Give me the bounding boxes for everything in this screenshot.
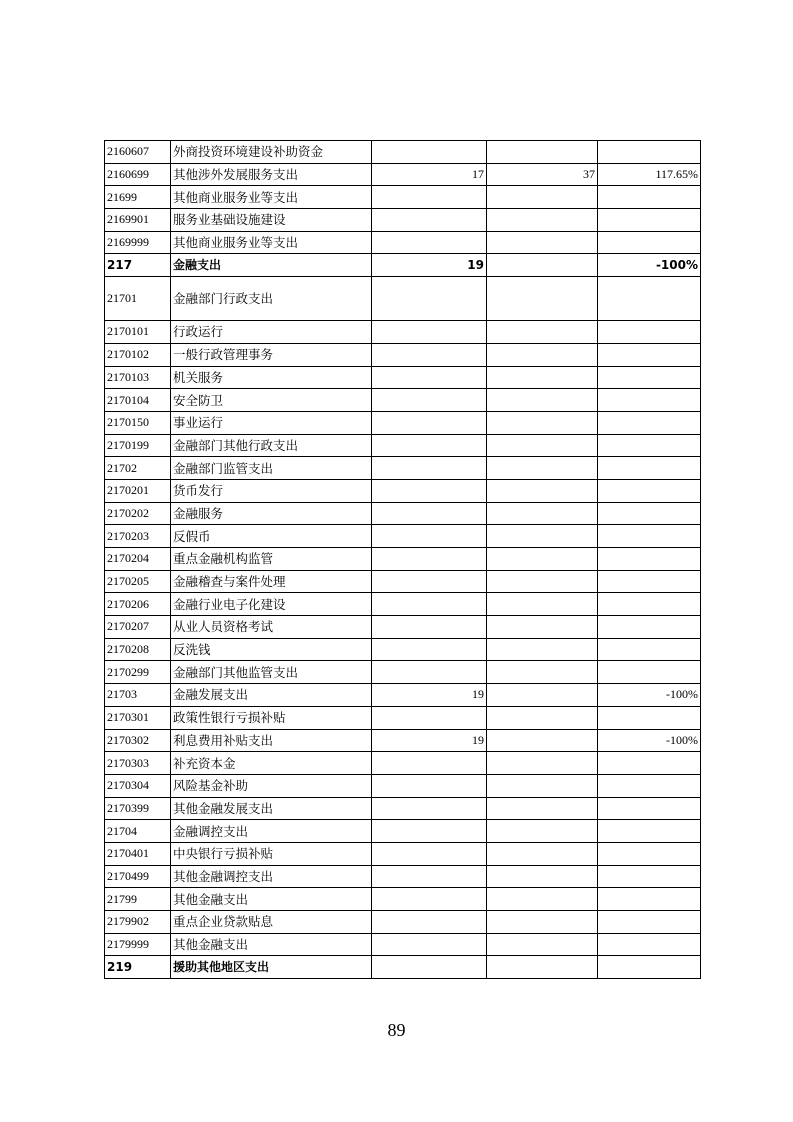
value-cell-2 <box>487 684 598 707</box>
value-cell-2 <box>487 956 598 979</box>
value-cell-1: 19 <box>372 254 487 277</box>
subject-code-cell: 2160607 <box>105 141 171 164</box>
subject-name-cell: 反洗钱 <box>171 638 372 661</box>
page-number: 89 <box>387 1020 406 1040</box>
value-cell-2 <box>487 479 598 502</box>
subject-code-cell: 2170206 <box>105 593 171 616</box>
value-cell-2 <box>487 661 598 684</box>
subject-name-cell: 其他商业服务业等支出 <box>171 231 372 254</box>
subject-name-cell: 其他金融支出 <box>171 888 372 911</box>
subject-code-cell: 2170205 <box>105 570 171 593</box>
subject-name-cell: 从业人员资格考试 <box>171 616 372 639</box>
table-row <box>105 842 701 865</box>
value-cell-2 <box>487 593 598 616</box>
subject-code-cell: 2169999 <box>105 231 171 254</box>
subject-name-cell: 金融服务 <box>171 502 372 525</box>
subject-code-cell: 2170399 <box>105 797 171 820</box>
value-cell-1 <box>372 411 487 434</box>
value-cell-1: 19 <box>372 684 487 707</box>
subject-code-cell: 2179902 <box>105 911 171 934</box>
value-cell-1 <box>372 888 487 911</box>
table-row <box>105 616 701 639</box>
subject-code-cell: 21704 <box>105 820 171 843</box>
table-row <box>105 638 701 661</box>
subject-name-cell: 金融发展支出 <box>171 684 372 707</box>
table-row <box>105 277 701 321</box>
value-cell-2 <box>487 231 598 254</box>
value-cell-2 <box>487 434 598 457</box>
value-cell-1 <box>372 842 487 865</box>
change-rate-cell <box>598 797 701 820</box>
change-rate-cell <box>598 502 701 525</box>
table-body <box>105 141 701 979</box>
subject-name-cell: 金融部门其他行政支出 <box>171 434 372 457</box>
table-row <box>105 457 701 480</box>
table-row <box>105 163 701 186</box>
table-row <box>105 661 701 684</box>
subject-code-cell: 21799 <box>105 888 171 911</box>
table-row <box>105 525 701 548</box>
subject-name-cell: 反假币 <box>171 525 372 548</box>
subject-name-cell: 金融部门行政支出 <box>171 277 372 321</box>
change-rate-cell <box>598 277 701 321</box>
budget-table-container <box>104 140 700 979</box>
value-cell-1 <box>372 343 487 366</box>
subject-code-cell: 2170302 <box>105 729 171 752</box>
table-row <box>105 548 701 571</box>
value-cell-1 <box>372 593 487 616</box>
value-cell-2 <box>487 186 598 209</box>
change-rate-cell <box>598 888 701 911</box>
change-rate-cell <box>598 616 701 639</box>
subject-name-cell: 机关服务 <box>171 366 372 389</box>
change-rate-cell: -100% <box>598 684 701 707</box>
subject-name-cell: 重点金融机构监管 <box>171 548 372 571</box>
value-cell-1 <box>372 911 487 934</box>
change-rate-cell: -100% <box>598 729 701 752</box>
subject-name-cell: 其他金融发展支出 <box>171 797 372 820</box>
value-cell-1 <box>372 525 487 548</box>
change-rate-cell <box>598 661 701 684</box>
value-cell-1 <box>372 774 487 797</box>
subject-name-cell: 其他商业服务业等支出 <box>171 186 372 209</box>
change-rate-cell <box>598 434 701 457</box>
subject-code-cell: 2170304 <box>105 774 171 797</box>
value-cell-1 <box>372 797 487 820</box>
table-row <box>105 209 701 232</box>
subject-name-cell: 行政运行 <box>171 321 372 344</box>
value-cell-1 <box>372 457 487 480</box>
change-rate-cell <box>598 141 701 164</box>
change-rate-cell <box>598 593 701 616</box>
value-cell-1 <box>372 752 487 775</box>
change-rate-cell <box>598 570 701 593</box>
value-cell-1 <box>372 141 487 164</box>
value-cell-1 <box>372 706 487 729</box>
subject-code-cell: 2170201 <box>105 479 171 502</box>
change-rate-cell <box>598 389 701 412</box>
subject-name-cell: 其他金融调控支出 <box>171 865 372 888</box>
table-row <box>105 774 701 797</box>
table-row <box>105 593 701 616</box>
subject-code-cell: 2170102 <box>105 343 171 366</box>
value-cell-2 <box>487 254 598 277</box>
subject-code-cell: 2179999 <box>105 933 171 956</box>
change-rate-cell <box>598 457 701 480</box>
value-cell-1 <box>372 933 487 956</box>
change-rate-cell <box>598 752 701 775</box>
table-row <box>105 706 701 729</box>
value-cell-2 <box>487 774 598 797</box>
subject-name-cell: 事业运行 <box>171 411 372 434</box>
value-cell-1 <box>372 277 487 321</box>
subject-code-cell: 2170499 <box>105 865 171 888</box>
value-cell-2 <box>487 366 598 389</box>
subject-name-cell: 政策性银行亏损补贴 <box>171 706 372 729</box>
table-row <box>105 933 701 956</box>
subject-code-cell: 2170208 <box>105 638 171 661</box>
subject-code-cell: 2170301 <box>105 706 171 729</box>
change-rate-cell <box>598 842 701 865</box>
subject-name-cell: 外商投资环境建设补助资金 <box>171 141 372 164</box>
change-rate-cell <box>598 774 701 797</box>
value-cell-2 <box>487 343 598 366</box>
table-row <box>105 911 701 934</box>
table-row <box>105 956 701 979</box>
table-row <box>105 411 701 434</box>
change-rate-cell <box>598 706 701 729</box>
value-cell-1: 17 <box>372 163 487 186</box>
value-cell-2 <box>487 616 598 639</box>
subject-name-cell: 金融部门监管支出 <box>171 457 372 480</box>
subject-name-cell: 金融行业电子化建设 <box>171 593 372 616</box>
value-cell-2 <box>487 457 598 480</box>
change-rate-cell <box>598 933 701 956</box>
table-row <box>105 254 701 277</box>
subject-code-cell: 2170207 <box>105 616 171 639</box>
value-cell-2 <box>487 411 598 434</box>
change-rate-cell: -100% <box>598 254 701 277</box>
table-row <box>105 820 701 843</box>
subject-code-cell: 2170204 <box>105 548 171 571</box>
table-row <box>105 389 701 412</box>
value-cell-1 <box>372 321 487 344</box>
table-row <box>105 343 701 366</box>
value-cell-1: 19 <box>372 729 487 752</box>
subject-name-cell: 服务业基础设施建设 <box>171 209 372 232</box>
subject-name-cell: 金融支出 <box>171 254 372 277</box>
table-row <box>105 141 701 164</box>
change-rate-cell <box>598 479 701 502</box>
value-cell-1 <box>372 434 487 457</box>
table-row <box>105 729 701 752</box>
value-cell-1 <box>372 638 487 661</box>
value-cell-2 <box>487 321 598 344</box>
subject-code-cell: 2170203 <box>105 525 171 548</box>
subject-name-cell: 重点企业贷款贴息 <box>171 911 372 934</box>
value-cell-1 <box>372 570 487 593</box>
value-cell-2 <box>487 706 598 729</box>
subject-code-cell: 21701 <box>105 277 171 321</box>
value-cell-1 <box>372 865 487 888</box>
table-row <box>105 502 701 525</box>
value-cell-2 <box>487 570 598 593</box>
value-cell-1 <box>372 186 487 209</box>
table-row <box>105 752 701 775</box>
value-cell-2 <box>487 209 598 232</box>
value-cell-1 <box>372 820 487 843</box>
value-cell-1 <box>372 956 487 979</box>
subject-name-cell: 风险基金补助 <box>171 774 372 797</box>
subject-name-cell: 货币发行 <box>171 479 372 502</box>
table-row <box>105 888 701 911</box>
table-row <box>105 684 701 707</box>
value-cell-2 <box>487 820 598 843</box>
subject-code-cell: 2160699 <box>105 163 171 186</box>
table-row <box>105 570 701 593</box>
value-cell-1 <box>372 661 487 684</box>
table-row <box>105 434 701 457</box>
value-cell-1 <box>372 502 487 525</box>
subject-code-cell: 2170299 <box>105 661 171 684</box>
change-rate-cell <box>598 321 701 344</box>
change-rate-cell <box>598 366 701 389</box>
value-cell-1 <box>372 366 487 389</box>
change-rate-cell <box>598 548 701 571</box>
subject-name-cell: 金融调控支出 <box>171 820 372 843</box>
subject-code-cell: 2170101 <box>105 321 171 344</box>
subject-name-cell: 安全防卫 <box>171 389 372 412</box>
subject-code-cell: 2170303 <box>105 752 171 775</box>
value-cell-2 <box>487 389 598 412</box>
value-cell-2 <box>487 888 598 911</box>
value-cell-1 <box>372 548 487 571</box>
subject-code-cell: 2170150 <box>105 411 171 434</box>
subject-code-cell: 2170104 <box>105 389 171 412</box>
subject-name-cell: 补充资本金 <box>171 752 372 775</box>
value-cell-2 <box>487 548 598 571</box>
value-cell-2 <box>487 797 598 820</box>
value-cell-1 <box>372 616 487 639</box>
subject-name-cell: 金融部门其他监管支出 <box>171 661 372 684</box>
value-cell-2 <box>487 911 598 934</box>
subject-name-cell: 其他涉外发展服务支出 <box>171 163 372 186</box>
subject-code-cell: 21703 <box>105 684 171 707</box>
change-rate-cell <box>598 638 701 661</box>
subject-name-cell: 一般行政管理事务 <box>171 343 372 366</box>
change-rate-cell <box>598 911 701 934</box>
subject-code-cell: 219 <box>105 956 171 979</box>
subject-code-cell: 21702 <box>105 457 171 480</box>
subject-name-cell: 援助其他地区支出 <box>171 956 372 979</box>
subject-code-cell: 2170401 <box>105 842 171 865</box>
subject-code-cell: 2170202 <box>105 502 171 525</box>
table-row <box>105 366 701 389</box>
budget-expenditure-table <box>104 140 701 979</box>
value-cell-2 <box>487 638 598 661</box>
value-cell-2 <box>487 933 598 956</box>
table-row <box>105 797 701 820</box>
change-rate-cell <box>598 956 701 979</box>
subject-name-cell: 金融稽查与案件处理 <box>171 570 372 593</box>
subject-code-cell: 2170199 <box>105 434 171 457</box>
value-cell-1 <box>372 479 487 502</box>
table-row <box>105 186 701 209</box>
change-rate-cell <box>598 865 701 888</box>
value-cell-2: 37 <box>487 163 598 186</box>
value-cell-2 <box>487 525 598 548</box>
subject-code-cell: 2170103 <box>105 366 171 389</box>
value-cell-2 <box>487 141 598 164</box>
table-row <box>105 321 701 344</box>
value-cell-2 <box>487 752 598 775</box>
value-cell-2 <box>487 729 598 752</box>
subject-name-cell: 其他金融支出 <box>171 933 372 956</box>
value-cell-1 <box>372 389 487 412</box>
change-rate-cell <box>598 209 701 232</box>
change-rate-cell <box>598 820 701 843</box>
value-cell-2 <box>487 865 598 888</box>
subject-name-cell: 中央银行亏损补贴 <box>171 842 372 865</box>
change-rate-cell <box>598 411 701 434</box>
change-rate-cell <box>598 525 701 548</box>
change-rate-cell <box>598 343 701 366</box>
subject-code-cell: 217 <box>105 254 171 277</box>
change-rate-cell: 117.65% <box>598 163 701 186</box>
change-rate-cell <box>598 186 701 209</box>
table-row <box>105 865 701 888</box>
value-cell-2 <box>487 502 598 525</box>
subject-code-cell: 21699 <box>105 186 171 209</box>
table-row <box>105 479 701 502</box>
subject-name-cell: 利息费用补贴支出 <box>171 729 372 752</box>
subject-code-cell: 2169901 <box>105 209 171 232</box>
change-rate-cell <box>598 231 701 254</box>
value-cell-1 <box>372 209 487 232</box>
value-cell-2 <box>487 842 598 865</box>
table-row <box>105 231 701 254</box>
value-cell-1 <box>372 231 487 254</box>
value-cell-2 <box>487 277 598 321</box>
